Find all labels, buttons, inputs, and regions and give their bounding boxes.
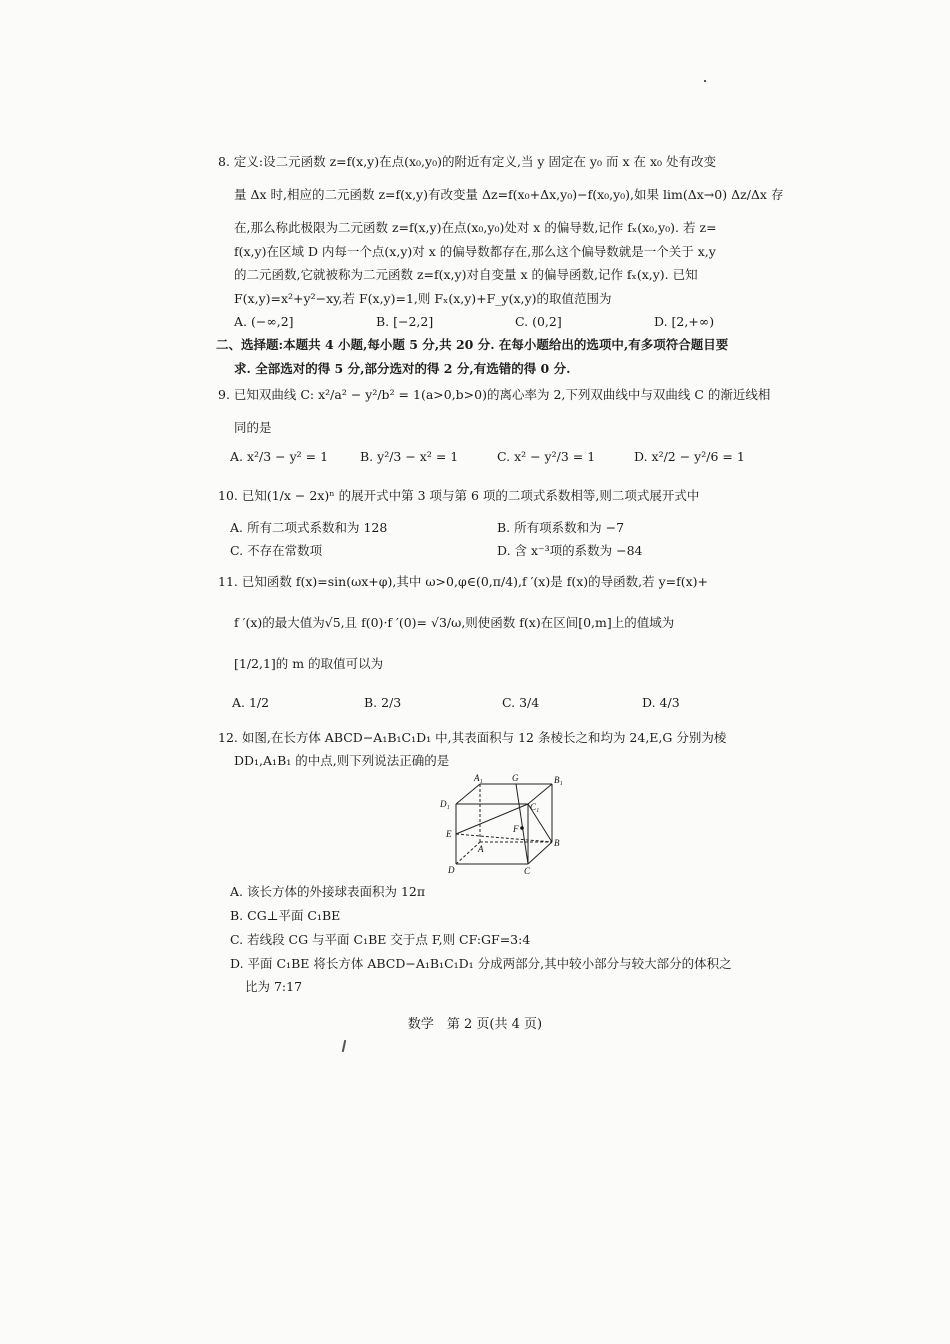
q10-option-c: C. 不存在常数项 bbox=[230, 543, 323, 558]
label-b: B bbox=[554, 838, 560, 848]
label-b1: B₁ bbox=[554, 775, 563, 785]
q12-option-b: B. CG⊥平面 C₁BE bbox=[230, 908, 341, 923]
label-g: G bbox=[512, 773, 519, 783]
q12-line-2: DD₁,A₁B₁ 的中点,则下列说法正确的是 bbox=[234, 753, 450, 768]
point-f bbox=[520, 826, 524, 830]
section-2-line-2: 求. 全部选对的得 5 分,部分选对的得 2 分,有选错的得 0 分. bbox=[234, 361, 571, 376]
q8-option-b: B. [−2,2] bbox=[376, 314, 434, 329]
q10-option-b: B. 所有项系数和为 −7 bbox=[497, 520, 625, 535]
q9-option-d: D. x²/2 − y²/6 = 1 bbox=[634, 449, 745, 464]
q8-option-d: D. [2,+∞) bbox=[654, 314, 715, 329]
q8-line-6: F(x,y)=x²+y²−xy,若 F(x,y)=1,则 Fₓ(x,y)+F_y(x,y)的取值范围为 bbox=[234, 291, 612, 306]
q11-line-3: [1/2,1]的 m 的取值可以为 bbox=[234, 656, 384, 671]
label-c: C bbox=[524, 866, 531, 876]
label-a: A bbox=[478, 844, 484, 854]
label-c1: C₁ bbox=[530, 802, 540, 812]
q9-line-2: 同的是 bbox=[234, 420, 272, 435]
q8-line-1: 8. 定义:设二元函数 z=f(x,y)在点(x₀,y₀)的附近有定义,当 y 固定在 y₀ 而 x 在 x₀ 处有改变 bbox=[218, 154, 716, 169]
page-footer: 数学 第 2 页(共 4 页) bbox=[407, 1017, 543, 1032]
q11-option-b: B. 2/3 bbox=[364, 695, 402, 710]
q12-option-c: C. 若线段 CG 与平面 C₁BE 交于点 F,则 CF:GF=3:4 bbox=[230, 932, 531, 947]
q12-option-a: A. 该长方体的外接球表面积为 12π bbox=[230, 884, 426, 899]
q9-option-c: C. x² − y²/3 = 1 bbox=[497, 449, 596, 464]
label-f: F bbox=[513, 824, 519, 834]
q8-line-5: 的二元函数,它就被称为二元函数 z=f(x,y)对自变量 x 的偏导函数,记作 fₓ(x,y). 已知 bbox=[234, 267, 698, 282]
q12-option-d-cont: 比为 7:17 bbox=[245, 979, 303, 994]
label-d: D bbox=[448, 865, 455, 875]
q11-option-a: A. 1/2 bbox=[232, 695, 270, 710]
label-d1: D₁ bbox=[440, 799, 450, 809]
q8-option-a: A. (−∞,2] bbox=[234, 314, 294, 329]
section-2-line-1: 二、选择题:本题共 4 小题,每小题 5 分,共 20 分. 在每小题给出的选项中,有多项符合题目要 bbox=[216, 337, 729, 352]
label-a1: A₁ bbox=[474, 773, 483, 783]
q8-line-3: 在,那么称此极限为二元函数 z=f(x,y)在点(x₀,y₀)处对 x 的偏导数,记作 fₓ(x₀,y₀). 若 z= bbox=[234, 220, 717, 235]
q11-option-d: D. 4/3 bbox=[642, 695, 680, 710]
q8-line-2: 量 Δx 时,相应的二元函数 z=f(x,y)有改变量 Δz=f(x₀+Δx,y₀)−f(x₀,y₀),如果 lim(Δx→0) Δz/Δx 存 bbox=[234, 187, 784, 202]
scan-speck bbox=[704, 80, 706, 82]
q10-option-d: D. 含 x⁻³项的系数为 −84 bbox=[497, 543, 643, 558]
q9-line-1: 9. 已知双曲线 C: x²/a² − y²/b² = 1(a>0,b>0)的离心率为 2,下列双曲线中与双曲线 C 的渐近线相 bbox=[218, 387, 771, 402]
q12-option-d: D. 平面 C₁BE 将长方体 ABCD−A₁B₁C₁D₁ 分成两部分,其中较小部分与较大部分的体积之 bbox=[230, 956, 732, 971]
cuboid-figure bbox=[430, 772, 570, 877]
q11-line-1: 11. 已知函数 f(x)=sin(ωx+φ),其中 ω>0,φ∈(0,π/4),f ′(x)是 f(x)的导函数,若 y=f(x)+ bbox=[218, 574, 709, 589]
q10-option-a: A. 所有二项式系数和为 128 bbox=[230, 520, 388, 535]
q11-option-c: C. 3/4 bbox=[502, 695, 540, 710]
q8-option-c: C. (0,2] bbox=[515, 314, 562, 329]
q12-line-1: 12. 如图,在长方体 ABCD−A₁B₁C₁D₁ 中,其表面积与 12 条棱长之和均为 24,E,G 分别为棱 bbox=[218, 730, 727, 745]
q8-line-4: f(x,y)在区域 D 内每一个点(x,y)对 x 的偏导数都存在,那么这个偏导数就是一个关于 x,y bbox=[234, 244, 716, 259]
q11-line-2: f ′(x)的最大值为√5,且 f(0)·f ′(0)= √3/ω,则使函数 f(x)在区间[0,m]上的值域为 bbox=[234, 615, 675, 630]
q10-line-1: 10. 已知(1/x − 2x)ⁿ 的展开式中第 3 项与第 6 项的二项式系数相等,则二项式展开式中 bbox=[218, 488, 700, 503]
label-e: E bbox=[446, 829, 452, 839]
q9-option-b: B. y²/3 − x² = 1 bbox=[360, 449, 459, 464]
q9-option-a: A. x²/3 − y² = 1 bbox=[230, 449, 329, 464]
scan-mark bbox=[342, 1040, 346, 1052]
